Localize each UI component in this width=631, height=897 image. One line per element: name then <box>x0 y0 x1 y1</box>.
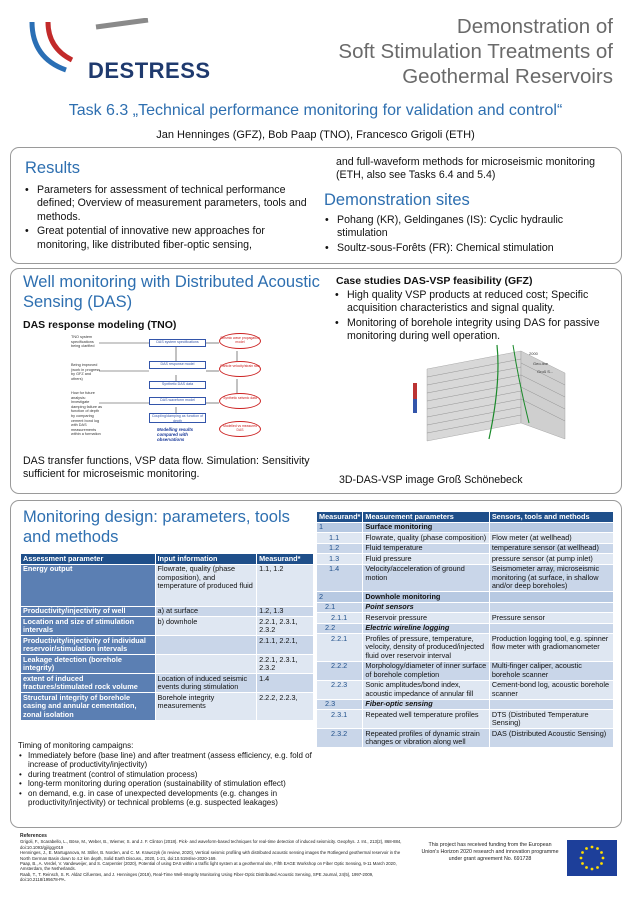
flow-ellipse: Particle velocity/strain rate <box>219 361 261 377</box>
poster-title: Demonstration of Soft Stimulation Treatments of Geothermal Reservoirs <box>338 15 613 88</box>
flow-box: DAS waveform model <box>149 397 206 405</box>
references-title: References <box>20 833 47 839</box>
flow-label: Being improved (work in progress by GFZ and others) <box>71 363 101 381</box>
table-row: Productivity/injectivity of individual reservoir/stimulation intervals 2.1.1, 2.2.1, <box>21 636 314 655</box>
results-heading: Results <box>25 159 81 177</box>
list-item: • Parameters for assessment of technical performance defined; Overview of measurement parameters, tools and methods. <box>23 184 309 224</box>
funding-note: This project has received funding from the European Union's Horizon 2020 research and innovation programme under grant agreement No. 691728 <box>421 842 559 862</box>
list-item: • High quality VSP products at reduced cost; Specific acquisition characteristics and signal quality. <box>333 289 619 316</box>
table-header: Measurand* <box>257 554 314 565</box>
das-subheading: DAS response modeling (TNO) <box>23 319 177 331</box>
table-row: 1.1 Flowrate, quality (phase composition) Flow meter (at wellhead) <box>317 533 614 544</box>
table-row: Structural integrity of borehole casing and annular cementation, zonal isolation Borehole integrity measurements 2.2.2, 2.2.3, <box>21 693 314 721</box>
reference-item: Henninges, J., E. Martuganova, M. Stiller, B. Norden, and C. M. Krawczyk (in review, 2020), Vertical seismic profiling with distributed acoustic sensing images the Rotliegend geothermal reservoir in the North German Basin down to 4.2 km depth, Solid Earth Discuss., 2020, 1-21, doi:10.5194/se-2020-169. <box>20 850 401 861</box>
table-row: 1.3 Fluid pressure pressure sensor (at pump inlet) <box>317 554 614 565</box>
table-row: 2.2.3 Sonic amplitudes/bond index, acoustic impedance of annular fill Cement-bond log, acoustic borehole scanner <box>317 680 614 699</box>
table-row: 2.3.1 Repeated well temperature profiles DTS (Distributed Temperature Sensing) <box>317 710 614 729</box>
das-heading: Well monitoring with Distributed Acoustic Sensing (DAS) <box>23 273 320 311</box>
assessment-table <box>20 553 314 721</box>
case-heading: Case studies DAS-VSP feasibility (GFZ) <box>336 275 533 287</box>
list-item: • Monitoring of borehole integrity using DAS for passive monitoring during well operation. <box>333 317 619 344</box>
flow-box: Synthetic DAS data <box>149 381 206 389</box>
image-caption: 3D-DAS-VSP image Groß Schönebeck <box>339 474 523 486</box>
table-row: 2 Downhole monitoring <box>317 592 614 603</box>
table-header: Assessment parameter <box>21 554 156 565</box>
list-item: • Immediately before (base line) and after treatment (assess efficiency, e.g. fold of increase of productivity/injectivity) <box>18 751 314 770</box>
references <box>20 834 410 883</box>
das-panel <box>10 268 622 494</box>
list-item: • Great potential of innovative new approaches for monitoring, like distributed fiber-optic sensing, <box>23 225 309 252</box>
timing-section <box>18 741 314 808</box>
table-row: 2.3.2 Repeated profiles of dynamic strain changes or vibration along well DAS (Distributed Acoustic Sensing) <box>317 729 614 748</box>
das-vsp-image <box>409 343 579 449</box>
table-row: 2.2 Electric wireline logging <box>317 623 614 634</box>
table-row: Location and size of stimulation intervals b) downhole 2.2.1, 2.3.1, 2.3.2 <box>21 617 314 636</box>
results-panel <box>10 147 622 264</box>
results-bullets <box>23 184 309 253</box>
reference-item: Paap, B., A. Verdel, V. Vandeweijer, and S. Carpentier (2020), Potential of using DAS within a traffic light system at a geothermal site, Fifth EAGE Workshop on Fiber Optic Sensing, 9-11 March 2020, Amsterdam, the Netherlands. <box>20 861 397 872</box>
flow-highlight: Modelling results compared with observations <box>157 427 194 442</box>
table-row: Leakage detection (borehole integrity) 2.2.1, 2.3.1, 2.3.2 <box>21 655 314 674</box>
results-continuation: and full-waveform methods for microseismic monitoring (ETH, also see Tasks 6.4 and 5.4) <box>336 156 596 182</box>
table-row: 2.1 Point sensors <box>317 602 614 613</box>
eu-flag-icon <box>567 840 617 876</box>
image-label: Groß S... <box>537 369 554 374</box>
table-row: Energy output Flowrate, quality (phase composition), and temperature of produced fluid 1.1, 1.2 <box>21 564 314 606</box>
flow-ellipse: Modelled vs measured DAS <box>219 421 261 437</box>
timing-title: Timing of monitoring campaigns: <box>18 741 134 750</box>
list-item: • on demand, e.g. in case of unexpected developments (e.g. changes in productivity/injectivity) or technical problems (e.g. suspected leakages) <box>18 789 314 808</box>
image-label: 2000 <box>529 351 538 356</box>
table-row: 2.2.2 Morphology/diameter of inner surface of borehole completion Multi-finger caliper, acoustic borehole scanner <box>317 661 614 680</box>
table-header: Measurement parameters <box>363 512 489 523</box>
case-bullets <box>333 289 619 345</box>
flow-label: TNO system specifications being clarified <box>71 335 95 349</box>
flow-box: DAS system specifications <box>149 339 206 347</box>
flow-label: How for future analysis: Investigate damping failure as function of depth by comparing cement bond log with DAS measurements within a formation <box>71 391 103 437</box>
table-header: Input information <box>155 554 257 565</box>
sites-heading: Demonstration sites <box>324 191 470 209</box>
flow-ellipse: Seismic wave propagation model <box>219 333 261 349</box>
das-flow-diagram <box>71 331 311 449</box>
list-item: • Pohang (KR), Geldinganes (IS): Cyclic hydraulic stimulation <box>323 214 615 241</box>
table-row: 1 Surface monitoring <box>317 522 614 533</box>
flow-box: DAS response model <box>149 361 206 369</box>
table-header: Measurand* <box>317 512 363 523</box>
task-title: Task 6.3 „Technical performance monitoring for validation and control“ <box>68 102 563 119</box>
reference-item: Grigoli, F., Scarabello, L., Böse, M., Weber, B., Wiemer, S. and J. F. Clinton (2018). Pick- and waveform-based techniques for real-time detection of induced seismicity. Geophys. J. Int., 213(2), 868-884, doi:10.1093/gji/ggy019 <box>20 839 402 850</box>
table-header: Sensors, tools and methods <box>489 512 613 523</box>
table-row: extent of induced fractures/stimulated rock volume Location of induced seismic events during stimulation 1.4 <box>21 674 314 693</box>
list-item: • long-term monitoring during operation (sustainability of stimulation effect) <box>18 779 314 789</box>
reference-item: Raab, T., T. Reinsch, S. R. Aldaz Cifuentes, and J. Henninges (2019), Real-Time Well-Integrity Monitoring Using Fiber-Optic Distributed Acoustic Sensing, SPE Journal, 24(5), 1997-2009, doi:10.2118/195678-PA. <box>20 871 374 883</box>
list-item: • Soultz-sous-Forêts (FR): Chemical stimulation <box>323 242 615 255</box>
logo-text: DESTRESS <box>88 58 211 83</box>
measurand-table <box>316 511 614 748</box>
table-row: 2.1.1 Reservoir pressure Pressure sensor <box>317 613 614 624</box>
design-heading: Monitoring design: parameters, tools and methods <box>23 508 290 546</box>
image-label: Geo-line <box>533 361 549 366</box>
table-row: 1.4 Velocity/acceleration of ground motion Seismometer array, microseismic monitoring (at surface, in shallow and/or deep boreholes) <box>317 564 614 592</box>
das-caption: DAS transfer functions, VSP data flow. Simulation: Sensitivity sufficient for microseismic monitoring. <box>23 455 310 481</box>
list-item: • during treatment (control of stimulation process) <box>18 770 314 780</box>
table-row: 2.2.1 Profiles of pressure, temperature, velocity, density of produced/injected fluid over reservoir interval Production logging tool, e.g. spinner flow meter with gradiomanometer <box>317 634 614 662</box>
authors: Jan Henninges (GFZ), Bob Paap (TNO), Francesco Grigoli (ETH) <box>156 129 475 141</box>
flow-box: Coupling/damping as function of depth <box>149 413 206 423</box>
table-row: 2.3 Fiber-optic sensing <box>317 699 614 710</box>
sites-bullets <box>323 214 615 256</box>
table-row: Productivity/injectivity of well a) at surface 1.2, 1.3 <box>21 606 314 617</box>
table-row: 1.2 Fluid temperature temperature sensor (at wellhead) <box>317 543 614 554</box>
flow-ellipse: Synthetic seismic data <box>219 393 261 409</box>
